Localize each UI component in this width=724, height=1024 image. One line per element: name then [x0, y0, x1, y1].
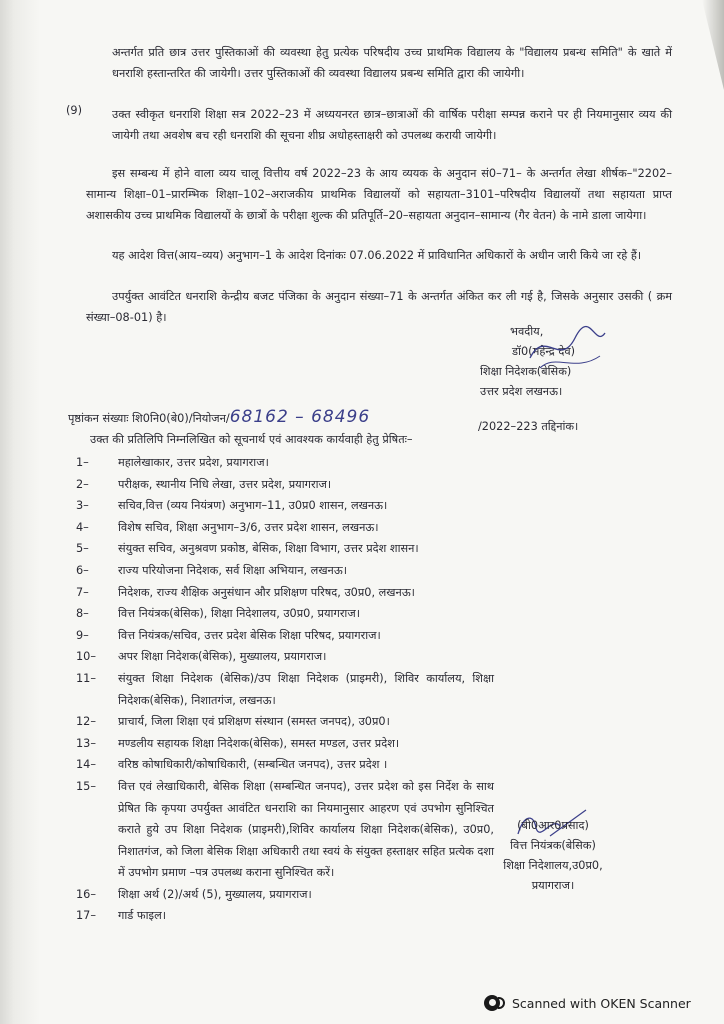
recipient-text: वित्त नियंत्रक/सचिव, उत्तर प्रदेश बेसिक शिक्षा परिषद, प्रयागराज।	[118, 628, 381, 642]
recipient-text: निदेशक, राज्य शैक्षिक अनुसंधान और प्रशिक्षण परिषद, उ0प्र0, लखनऊ।	[118, 585, 415, 599]
recipient-number: 15–	[76, 779, 97, 793]
recipient-number: 17–	[76, 909, 97, 923]
recipient-item	[76, 560, 476, 582]
recipient-text: मण्डलीय सहायक शिक्षा निदेशक(बेसिक), समस्त मण्डल, उत्तर प्रदेश।	[118, 736, 400, 750]
signatory-office: शिक्षा निदेशालय,उ0प्र0,	[503, 859, 603, 872]
recipient-number: 7–	[76, 585, 89, 599]
signatory-place: उत्तर प्रदेश लखनऊ।	[480, 385, 563, 398]
recipient-number: 1–	[76, 456, 89, 469]
recipient-text: वित्त एवं लेखाधिकारी, बेसिक शिक्षा (सम्बन्धित जनपद), उत्तर प्रदेश को इस निर्देश के साथ प्रेषित कि कृपया उपर्युक्त आवंटित धनराशि का नियमानुसार आहरण एवं उपभोग सुनिश्चित कराते हुये उप शिक्षा निदेशक (प्राइमरी),शिविर कार्यालय शिक्षा निदेशक(बेसिक), उ0प्र0, निशातगंज, को जिला बेसिक शिक्षा अधिकारी तथा स्वयं के संयुक्त हस्ताक्षर सहित प्रत्येक दशा में उपभोग प्रमाण –पत्र उपलब्ध कराना सुनिश्चित करें।	[118, 779, 494, 880]
signatory-place: प्रयागराज।	[531, 879, 575, 892]
closing: भवदीय,	[510, 325, 544, 338]
signatory-designation: वित्त नियंत्रक(बेसिक)	[510, 839, 596, 852]
signatory-designation: शिक्षा निदेशक(बेसिक)	[480, 365, 572, 378]
recipient-text: वित्त नियंत्रक(बेसिक), शिक्षा निदेशालय, उ0प्र0, प्रयागराज।	[118, 607, 361, 621]
page-corner-shadow	[702, 0, 724, 90]
recipient-number: 8–	[76, 607, 89, 621]
paragraph-2: उक्त स्वीकृत धनराशि शिक्षा सत्र 2022–23 में अध्ययनरत छात्र–छात्राओं की वार्षिक परीक्षा सम्पन्न कराने पर ही नियमानुसार व्यय की जायेगी तथा अवशेष बच रही धनराशि की सूचना शीघ्र अधोहस्ताक्षरी को उपलब्ध करायी जायेगी।	[112, 108, 672, 142]
recipient-item	[76, 711, 476, 733]
scanner-watermark	[484, 994, 691, 1012]
recipient-item	[76, 603, 476, 625]
recipient-text: राज्य परियोजना निदेशक, सर्व शिक्षा अभियान, लखनऊ।	[118, 563, 347, 577]
recipient-item	[76, 884, 476, 906]
recipient-text: वरिष्ठ कोषाधिकारी/कोषाधिकारी, (सम्बन्धित जनपद), उत्तर प्रदेश ।	[118, 758, 388, 772]
recipient-item	[76, 625, 476, 647]
recipient-number: 12–	[76, 715, 97, 729]
recipient-text: संयुक्त शिक्षा निदेशक (बेसिक)/उप शिक्षा निदेशक (प्राइमरी), शिविर कार्यालय, शिक्षा निदेशक(बेसिक), निशातगंज, लखनऊ।	[118, 671, 494, 707]
recipient-text: विशेष सचिव, शिक्षा अनुभाग–3/6, उत्तर प्रदेश शासन, लखनऊ।	[118, 520, 379, 534]
scanner-text: Scanned with OKEN Scanner	[512, 995, 691, 1011]
paragraph-5: उपर्युक्त आवंटित धनराशि केन्द्रीय बजट पंजिका के अनुदान संख्या–71 के अन्तर्गत अंकित कर ली गई है, जिसके अनुसार उसकी ( क्रम संख्या–08-01) है।	[86, 290, 672, 324]
recipient-number: 9–	[76, 628, 89, 642]
paragraph-3: इस सम्बन्ध में होने वाला व्यय चालू वित्तीय वर्ष 2022–23 के आय व्ययक के अनुदान सं0–71– के अन्तर्गत लेखा शीर्षक–"2202–सामान्य शिक्षा–01–प्रारम्भिक शिक्षा–102–अराजकीय प्राथमिक विद्यालयों को सहायता–3101–परिषदीय विद्यालयों तथा सहायता प्राप्त अशासकीय उच्च प्राथमिक विद्यालयों के छात्रों के परीक्षा शुल्क की प्रतिपूर्ति–20–सहायता अनुदान–सामान्य (गैर वेतन) के नामे डाला जायेगा।	[86, 167, 672, 222]
recipient-item	[76, 905, 476, 927]
signatory-name: डॉ0(महेन्द्र देव)	[512, 345, 576, 358]
recipient-number: 14–	[76, 758, 97, 772]
endorsement-date: /2022–223 तद्दिनांक।	[478, 420, 579, 433]
recipient-text: सचिव,वित्त (व्यय नियंत्रण) अनुभाग–11, उ0प्र0 शासन, लखनऊ।	[118, 499, 388, 513]
recipient-item	[76, 776, 494, 884]
handwritten-signature-director	[520, 318, 610, 378]
recipient-item	[76, 754, 476, 776]
signature-block-finance-controller	[478, 816, 628, 896]
recipient-text: शिक्षा अर्थ (2)/अर्थ (5), मुख्यालय, प्रयागराज।	[118, 887, 312, 901]
endorsement-label: पृष्ठांकन संख्याः शि0नि0(बे0)/नियोजन/	[68, 412, 230, 425]
recipient-item	[76, 474, 476, 496]
recipient-list	[76, 452, 494, 927]
recipient-number: 10–	[76, 650, 97, 664]
recipient-item	[76, 668, 494, 711]
recipient-number: 13–	[76, 736, 97, 750]
recipient-item	[76, 582, 476, 604]
distribution-intro: उक्त की प्रतिलिपि निम्नलिखित को सूचनार्थ एवं आवश्यक कार्यवाही हेतु प्रेषितः–	[90, 433, 413, 446]
recipient-item	[76, 733, 476, 755]
recipient-item	[76, 646, 476, 668]
endorsement-line	[68, 407, 668, 433]
recipient-number: 16–	[76, 887, 97, 901]
recipient-text: प्राचार्य, जिला शिक्षा एवं प्रशिक्षण संस्थान (समस्त जनपद), उ0प्र0।	[118, 715, 390, 729]
recipient-number: 6–	[76, 563, 89, 577]
recipient-number: 2–	[76, 477, 89, 491]
paragraph-1: अन्तर्गत प्रति छात्र उत्तर पुस्तिकाओं की व्यवस्था हेतु प्रत्येक परिषदीय उच्च प्राथमिक विद्यालय के "विद्यालय प्रबन्ध समिति" के खाते में धनराशि हस्तान्तरित की जायेगी। उत्तर पुस्तिकाओं की व्यवस्था विद्यालय प्रबन्ध समिति द्वारा की जायेगी।	[112, 46, 672, 80]
recipient-number: 11–	[76, 671, 97, 685]
recipient-item	[76, 452, 476, 474]
recipient-item	[76, 517, 476, 539]
recipient-text: परीक्षक, स्थानीय निधि लेखा, उत्तर प्रदेश, प्रयागराज।	[118, 477, 332, 491]
handwritten-reference-number: 68162 – 68496	[229, 407, 371, 427]
oken-logo-icon	[484, 994, 506, 1012]
signatory-name: (बी0आर0प्रसाद)	[517, 819, 589, 832]
recipient-number: 5–	[76, 542, 89, 556]
recipient-item	[76, 538, 476, 560]
recipient-text: गार्ड फाइल।	[118, 909, 167, 923]
recipient-text: अपर शिक्षा निदेशक(बेसिक), मुख्यालय, प्रयागराज।	[118, 650, 327, 664]
recipient-text: संयुक्त सचिव, अनुश्रवण प्रकोष्ठ, बेसिक, शिक्षा विभाग, उत्तर प्रदेश शासन।	[118, 542, 419, 556]
paragraph-4: यह आदेश वित्त(आय–व्यय) अनुभाग–1 के आदेश दिनांकः 07.06.2022 में प्राविधानित अधिकारों के अधीन जारी किये जा रहे हैं।	[112, 249, 642, 262]
recipient-text: महालेखाकार, उत्तर प्रदेश, प्रयागराज।	[118, 456, 269, 469]
paragraph-2-number: (9)	[66, 104, 83, 117]
recipient-number: 3–	[76, 499, 89, 513]
recipient-item	[76, 495, 476, 517]
recipient-number: 4–	[76, 520, 89, 534]
